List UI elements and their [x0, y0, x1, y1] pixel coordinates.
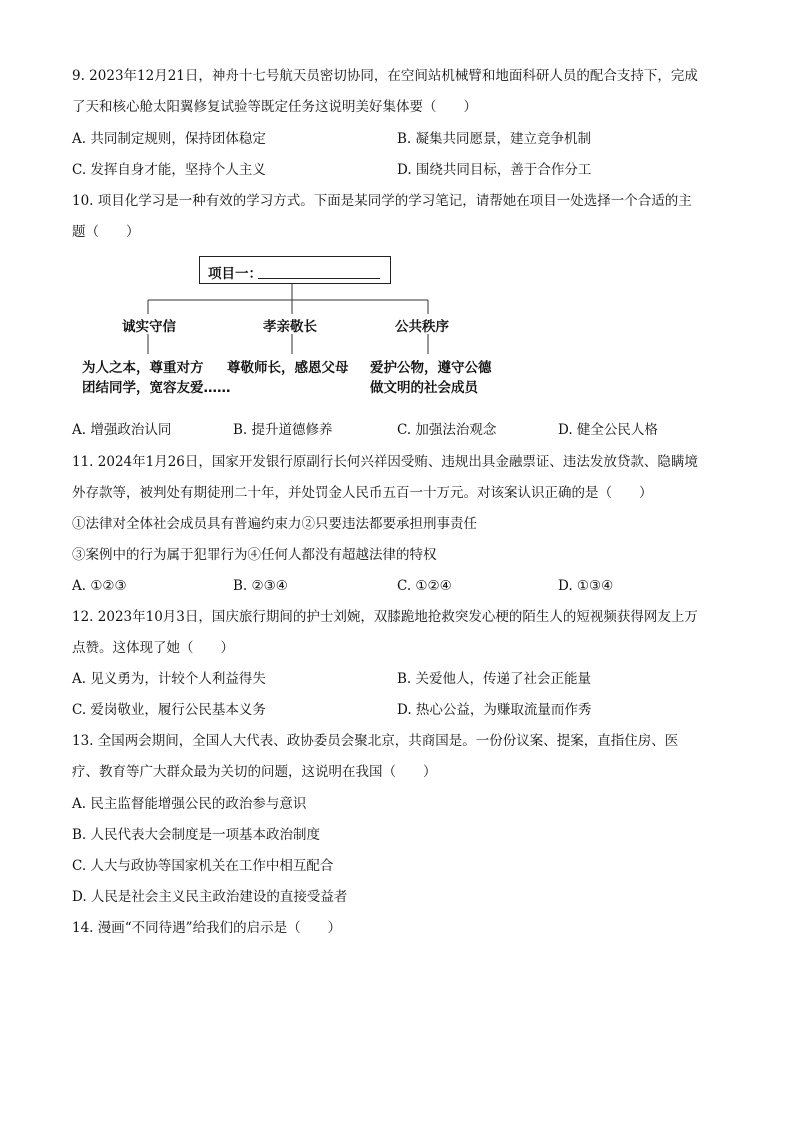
q11-stem-line1: 11. 2024年1月26日，国家开发银行原副行长何兴祥因受贿、违规出具金融票证、违法发放贷款、隐瞒境: [72, 454, 698, 470]
branch-text-order-1: 爱护公物，遵守公德: [370, 360, 492, 376]
branch-label-order: 公共秩序: [395, 319, 449, 335]
q11-option-d[interactable]: D. ①③④: [558, 578, 614, 594]
q12-stem-line1: 12. 2023年10月3日，国庆旅行期间的护士刘婉，双膝跪地抢救突发心梗的陌生人的短视频获得网友上万: [72, 609, 698, 625]
q11-option-b[interactable]: B. ②③④: [233, 578, 288, 594]
branch-text-filial-1: 尊敬师长，感恩父母: [227, 360, 349, 376]
q13-stem-line2: 疗、教育等广大群众最为关切的问题，这说明在我国（ ）: [72, 764, 437, 780]
q12-option-b[interactable]: B. 关爱他人，传递了社会正能量: [397, 671, 592, 687]
q10-option-a[interactable]: A. 增强政治认同: [72, 422, 172, 438]
q11-stem-line2: 外存款等，被判处有期徒刑二十年，并处罚金人民币五百一十万元。对该案认识正确的是（ ）: [72, 485, 653, 501]
q10-mind-map: [72, 250, 532, 410]
q12-stem-line2: 点赞。这体现了她（ ）: [72, 640, 234, 656]
branch-text-honesty-2: 团结同学，宽容友爱……: [82, 380, 231, 396]
q10-stem-line1: 10. 项目化学习是一种有效的学习方式。下面是某同学的学习笔记，请帮她在项目一处选择一个合适的主: [72, 193, 692, 209]
q13-option-c[interactable]: C. 人大与政协等国家机关在工作中相互配合: [72, 858, 334, 874]
q13-option-d[interactable]: D. 人民是社会主义民主政治建设的直接受益者: [72, 889, 348, 905]
q14-stem-line1: 14. 漫画“不同待遇”给我们的启示是（ ）: [72, 920, 342, 936]
q9-stem-line2: 了天和核心舱太阳翼修复试验等既定任务这说明美好集体要（ ）: [72, 99, 477, 115]
q10-option-c[interactable]: C. 加强法治观念: [397, 422, 497, 438]
project-title-blank: [258, 278, 380, 279]
q11-option-c[interactable]: C. ①②④: [397, 578, 452, 594]
branch-label-honesty: 诚实守信: [122, 319, 176, 335]
project-title-box: [199, 256, 391, 284]
q10-stem-line2: 题（ ）: [72, 224, 140, 240]
q9-option-d[interactable]: D. 围绕共同目标，善于合作分工: [397, 162, 592, 178]
q12-option-a[interactable]: A. 见义勇为，计较个人利益得失: [72, 671, 266, 687]
q13-option-a[interactable]: A. 民主监督能增强公民的政治参与意识: [72, 796, 307, 812]
branch-text-order-2: 做文明的社会成员: [370, 380, 478, 396]
branch-label-filial: 孝亲敬长: [263, 319, 317, 335]
q9-option-a[interactable]: A. 共同制定规则，保持团体稳定: [72, 131, 266, 147]
q11-option-a[interactable]: A. ①②③: [72, 578, 127, 594]
branch-text-honesty-1: 为人之本，尊重对方: [82, 360, 204, 376]
q10-option-d[interactable]: D. 健全公民人格: [558, 422, 658, 438]
q9-option-b[interactable]: B. 凝集共同愿景，建立竞争机制: [397, 131, 592, 147]
q9-stem-line1: 9. 2023年12月21日，神舟十七号航天员密切协同，在空间站机械臂和地面科研人员的配合支持下，完成: [72, 68, 698, 84]
q10-option-b[interactable]: B. 提升道德修养: [233, 422, 333, 438]
q13-option-b[interactable]: B. 人民代表大会制度是一项基本政治制度: [72, 827, 321, 843]
q12-option-c[interactable]: C. 爱岗敬业，履行公民基本义务: [72, 702, 266, 718]
q11-statements-1: ①法律对全体社会成员具有普遍约束力②只要违法都要承担刑事责任: [72, 516, 477, 532]
q12-option-d[interactable]: D. 热心公益，为赚取流量而作秀: [397, 702, 592, 718]
q13-stem-line1: 13. 全国两会期间，全国人大代表、政协委员会聚北京，共商国是。一份份议案、提案，直指住房、医: [72, 733, 679, 749]
project-title-label: 项目一：: [208, 266, 262, 282]
q9-option-c[interactable]: C. 发挥自身才能，坚持个人主义: [72, 162, 266, 178]
q11-statements-2: ③案例中的行为属于犯罪行为④任何人都没有超越法律的特权: [72, 547, 437, 563]
